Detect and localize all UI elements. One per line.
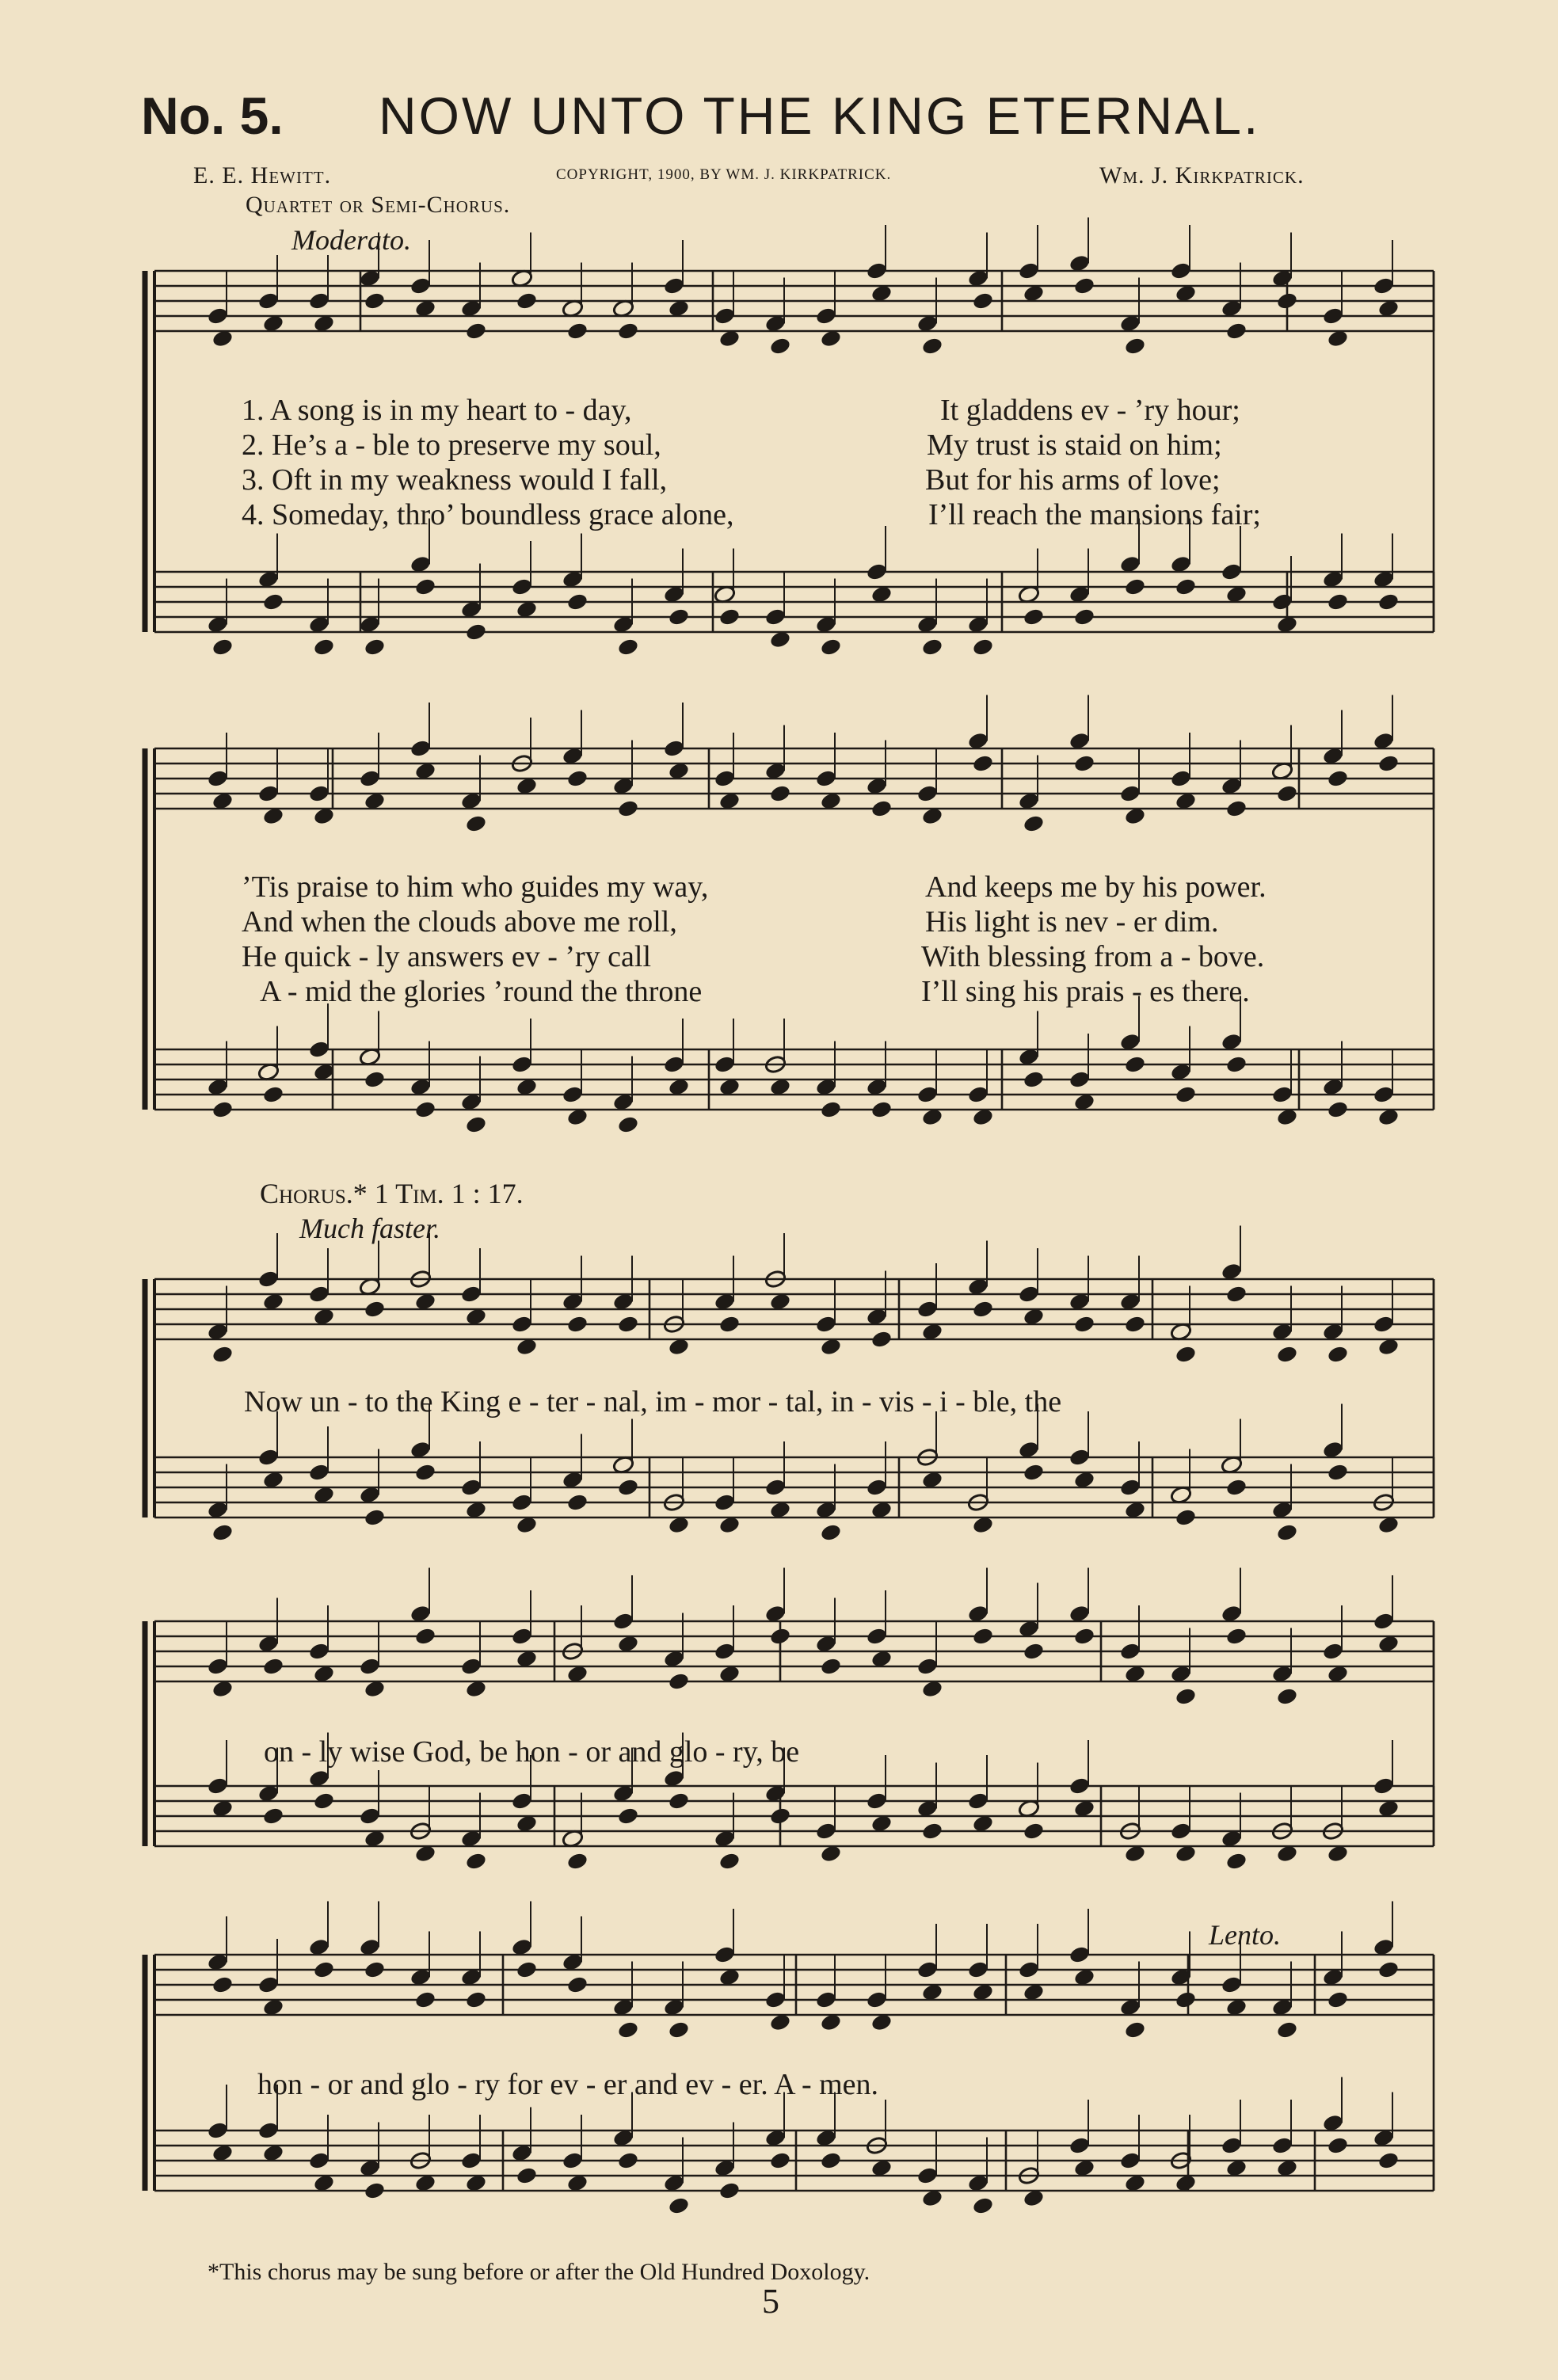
tempo-chorus: Much faster.: [299, 1213, 440, 1244]
voicing-note: Quartet or Semi-Chorus.: [246, 192, 511, 218]
page-number: 5: [762, 2282, 779, 2321]
verse-1b-right: And keeps me by his power.: [925, 870, 1267, 904]
verse-3a-left: 3. Oft in my weakness would I fall,: [242, 463, 668, 497]
tempo-verse: Moderato.: [291, 224, 411, 256]
verse-3b-right: With blessing from a - bove.: [921, 940, 1265, 973]
verse-4b-left: A - mid the glories ’round the throne: [260, 975, 703, 1008]
verse-4a-left: 4. Someday, thro’ boundless grace alone,: [242, 498, 734, 531]
verse-1a-right: It gladdens ev - ’ry hour;: [940, 394, 1240, 427]
verse-3a-right: But for his arms of love;: [925, 463, 1221, 497]
verse-2a-left: 2. He’s a - ble to preserve my soul,: [242, 428, 661, 462]
verse-4b-right: I’ll sing his prais - es there.: [921, 975, 1250, 1008]
composer-credit: Wm. J. Kirkpatrick.: [1099, 162, 1305, 188]
chorus-label: Chorus.* 1 Tim. 1 : 17.: [260, 1178, 524, 1209]
tempo-ending: Lento.: [1209, 1919, 1282, 1951]
hymn-title: NOW UNTO THE KING ETERNAL.: [379, 86, 1261, 145]
verse-4a-right: I’ll reach the mansions fair;: [928, 498, 1261, 531]
footnote: *This chorus may be sung before or after the Old Hundred Doxology.: [208, 2259, 870, 2285]
chorus-lyric-3: hon - or and glo - ry for ev - er and ev - er. A - men.: [257, 2068, 879, 2101]
verse-1b-left: ’Tis praise to him who guides my way,: [242, 870, 709, 904]
verse-2b-right: His light is nev - er dim.: [925, 905, 1219, 939]
chorus-lyric-1: Now un - to the King e - ter - nal, im - mor - tal, in - vis - i - ble, the: [244, 1385, 1062, 1418]
verse-3b-left: He quick - ly answers ev - ’ry call: [242, 940, 652, 973]
verse-1a-left: 1. A song is in my heart to - day,: [242, 394, 632, 427]
copyright-notice: COPYRIGHT, 1900, BY WM. J. KIRKPATRICK.: [556, 166, 892, 183]
chorus-lyric-2: on - ly wise God, be hon - or and glo - ry, be: [264, 1735, 800, 1769]
lyricist-credit: E. E. Hewitt.: [193, 162, 332, 188]
verse-2a-right: My trust is staid on him;: [927, 428, 1222, 462]
hymn-number: No. 5.: [141, 86, 284, 145]
verse-2b-left: And when the clouds above me roll,: [242, 905, 677, 939]
